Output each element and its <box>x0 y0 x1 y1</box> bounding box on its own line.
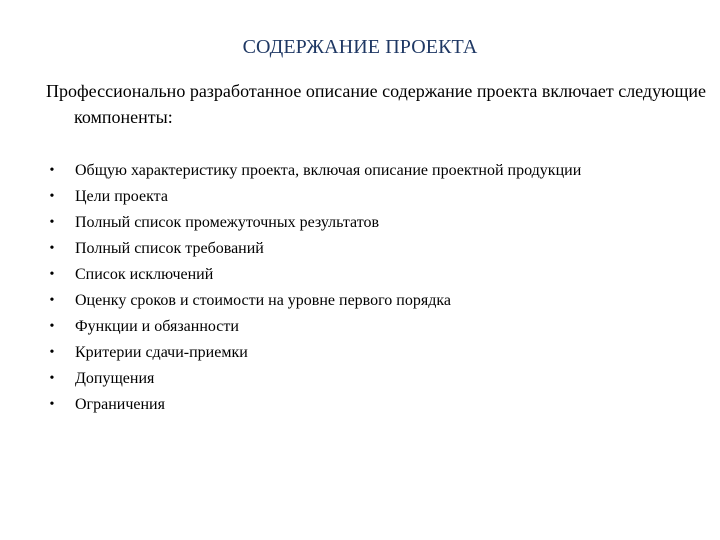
intro-paragraph: Профессионально разработанное описание содержание проекта включает следующие компоненты: <box>46 81 707 127</box>
list-item <box>46 366 696 392</box>
list-item-text: Полный список промежуточных результатов <box>75 214 380 231</box>
bullet-icon: • <box>49 215 55 230</box>
list-item <box>46 392 696 418</box>
list-item <box>46 184 696 210</box>
list-item-text: Критерии сдачи-приемки <box>75 344 248 361</box>
bullet-icon: • <box>49 371 55 386</box>
list-item-text: Цели проекта <box>75 188 168 205</box>
list-item <box>46 236 696 262</box>
list-item <box>46 288 696 314</box>
list-item <box>46 158 696 184</box>
list-item-text: Допущения <box>75 370 155 387</box>
list-item-text: Полный список требований <box>75 240 264 257</box>
list-item <box>46 210 696 236</box>
bullet-icon: • <box>49 319 55 334</box>
list-item-text: Ограничения <box>75 396 165 413</box>
slide-title: СОДЕРЖАНИЕ ПРОЕКТА <box>242 36 478 58</box>
list-item <box>46 340 696 366</box>
list-item-text: Список исключений <box>75 266 214 283</box>
bullet-icon: • <box>49 163 55 178</box>
bullet-icon: • <box>49 345 55 360</box>
list-item-text: Общую характеристику проекта, включая описание проектной продукции <box>75 162 582 179</box>
bullet-icon: • <box>49 397 55 412</box>
components-list <box>46 158 696 418</box>
bullet-icon: • <box>49 189 55 204</box>
list-item <box>46 262 696 288</box>
list-item-text: Функции и обязанности <box>75 318 239 335</box>
bullet-icon: • <box>49 241 55 256</box>
bullet-icon: • <box>49 293 55 308</box>
list-item <box>46 314 696 340</box>
list-item-text: Оценку сроков и стоимости на уровне первого порядка <box>75 292 451 309</box>
bullet-icon: • <box>49 267 55 282</box>
